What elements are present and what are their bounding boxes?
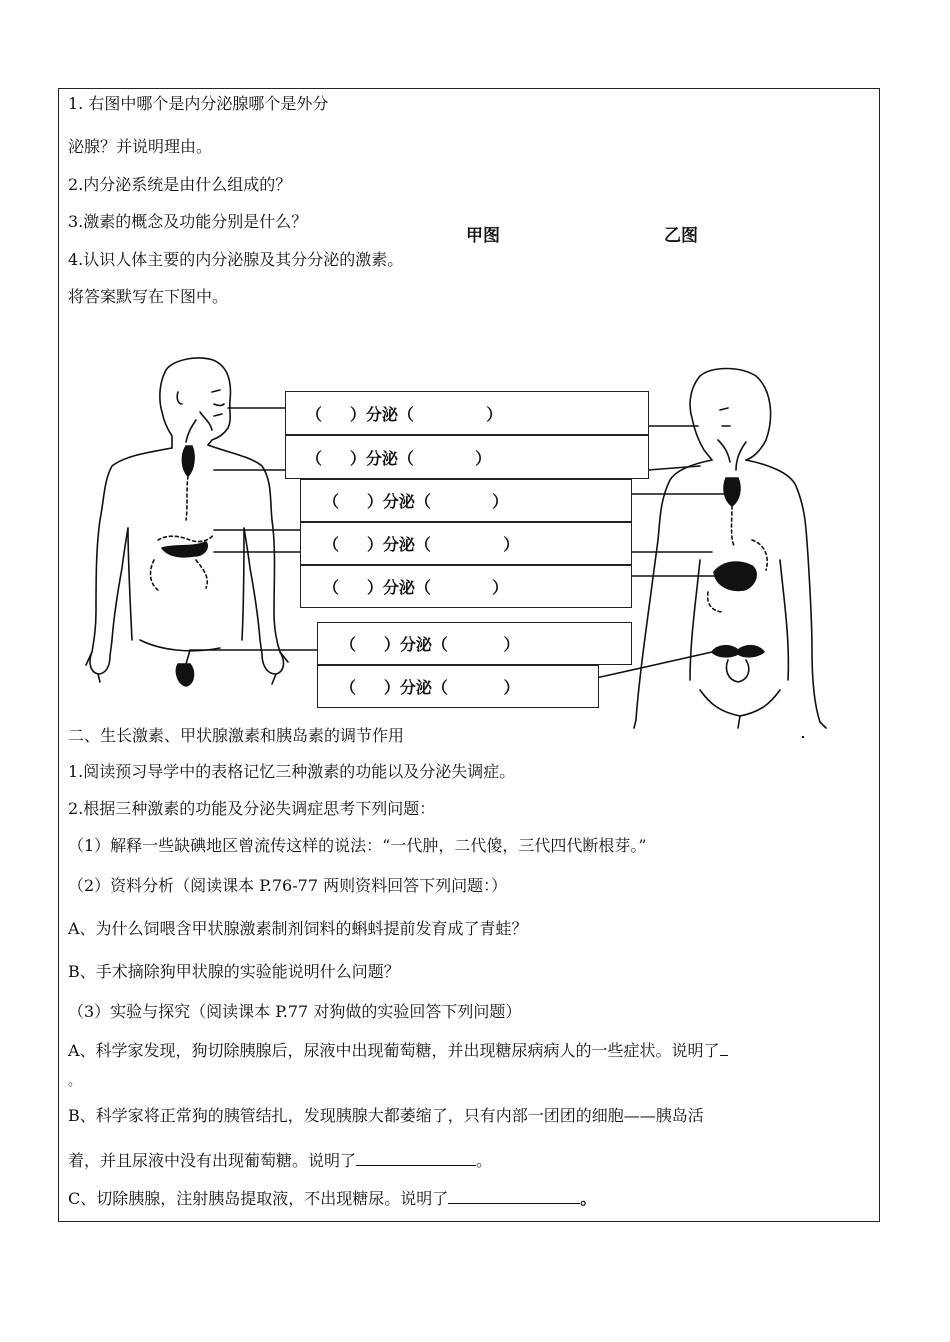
label-box-7-text: （ ）分泌（ ） bbox=[340, 678, 520, 697]
question-p1: （1）解释一些缺碘地区曾流传这样的说法：“一代肿，二代傻，三代四代断根芽。” bbox=[68, 836, 647, 855]
label-box-2[interactable] bbox=[285, 435, 649, 479]
answer-blank-A[interactable] bbox=[720, 1039, 728, 1056]
experiment-A bbox=[68, 1039, 728, 1061]
label-box-1-text: （ ）分泌（ ） bbox=[306, 404, 503, 424]
label-box-6-text: （ ）分泌（ ） bbox=[340, 635, 520, 654]
experiment-B-text: 着，并且尿液中没有出现葡萄糖。说明了 bbox=[68, 1151, 357, 1170]
question-3: 3.激素的概念及功能分别是什么？ bbox=[68, 212, 308, 231]
label-box-1[interactable] bbox=[285, 391, 649, 435]
section-2-item-2: 2.根据三种激素的功能及分泌失调症思考下列问题： bbox=[68, 799, 436, 818]
question-p3: （3）实验与探究（阅读课本 P.77 对狗做的实验回答下列问题） bbox=[68, 1002, 522, 1021]
label-box-4[interactable] bbox=[300, 522, 632, 565]
label-box-5-text: （ ）分泌（ ） bbox=[323, 578, 509, 597]
label-box-7[interactable] bbox=[317, 665, 599, 708]
experiment-C-end: 。 bbox=[580, 1189, 597, 1208]
question-4: 4.认识人体主要的内分泌腺及其分分泌的激素。 bbox=[68, 250, 404, 269]
section-2-heading: 二、生长激素、甲状腺激素和胰岛素的调节作用 bbox=[68, 726, 405, 745]
experiment-B-end: 。 bbox=[476, 1151, 493, 1170]
figure-label-left: 甲图 bbox=[466, 226, 500, 246]
experiment-B-line1: B、科学家将正常狗的胰管结扎，发现胰腺大都萎缩了，只有内部一团团的细胞——胰岛活 bbox=[68, 1106, 704, 1125]
instruction-fill: 将答案默写在下图中。 bbox=[68, 287, 229, 306]
label-box-2-text: （ ）分泌（ ） bbox=[306, 448, 492, 468]
answer-blank-B[interactable] bbox=[356, 1149, 476, 1166]
answer-blank-C[interactable] bbox=[448, 1187, 580, 1204]
question-pA: A、为什么饲喂含甲状腺激素制剂饲料的蝌蚪提前发育成了青蛙？ bbox=[68, 919, 528, 938]
question-p2: （2）资料分析（阅读课本 P.76-77 两则资料回答下列问题：） bbox=[68, 876, 508, 895]
right-body-outline bbox=[634, 369, 826, 729]
label-box-3[interactable] bbox=[300, 479, 632, 522]
stray-dot bbox=[802, 736, 804, 738]
label-box-4-text: （ ）分泌（ ） bbox=[323, 535, 520, 554]
experiment-C-text: C、切除胰腺，注射胰岛提取液，不出现糖尿。说明了 bbox=[68, 1189, 449, 1208]
section-2-item-1: 1.阅读预习导学中的表格记忆三种激素的功能以及分泌失调症。 bbox=[68, 762, 516, 781]
experiment-A-end: 。 bbox=[68, 1074, 82, 1089]
experiment-C bbox=[68, 1187, 596, 1209]
question-2: 2.内分泌系统是由什么组成的？ bbox=[68, 175, 292, 194]
question-1b: 泌腺？并说明理由。 bbox=[68, 137, 213, 156]
label-box-6[interactable] bbox=[317, 622, 632, 665]
label-box-5[interactable] bbox=[300, 565, 632, 608]
question-pB: B、手术摘除狗甲状腺的实验能说明什么问题？ bbox=[68, 962, 400, 981]
label-box-3-text: （ ）分泌（ ） bbox=[323, 492, 509, 511]
experiment-A-text: A、科学家发现，狗切除胰腺后，尿液中出现葡萄糖，并出现糖尿病病人的一些症状。说明了 bbox=[68, 1041, 720, 1060]
experiment-B-line2 bbox=[68, 1149, 492, 1171]
question-1a: 1. 右图中哪个是内分泌腺哪个是外分 bbox=[68, 94, 329, 113]
figure-label-right: 乙图 bbox=[664, 226, 698, 246]
